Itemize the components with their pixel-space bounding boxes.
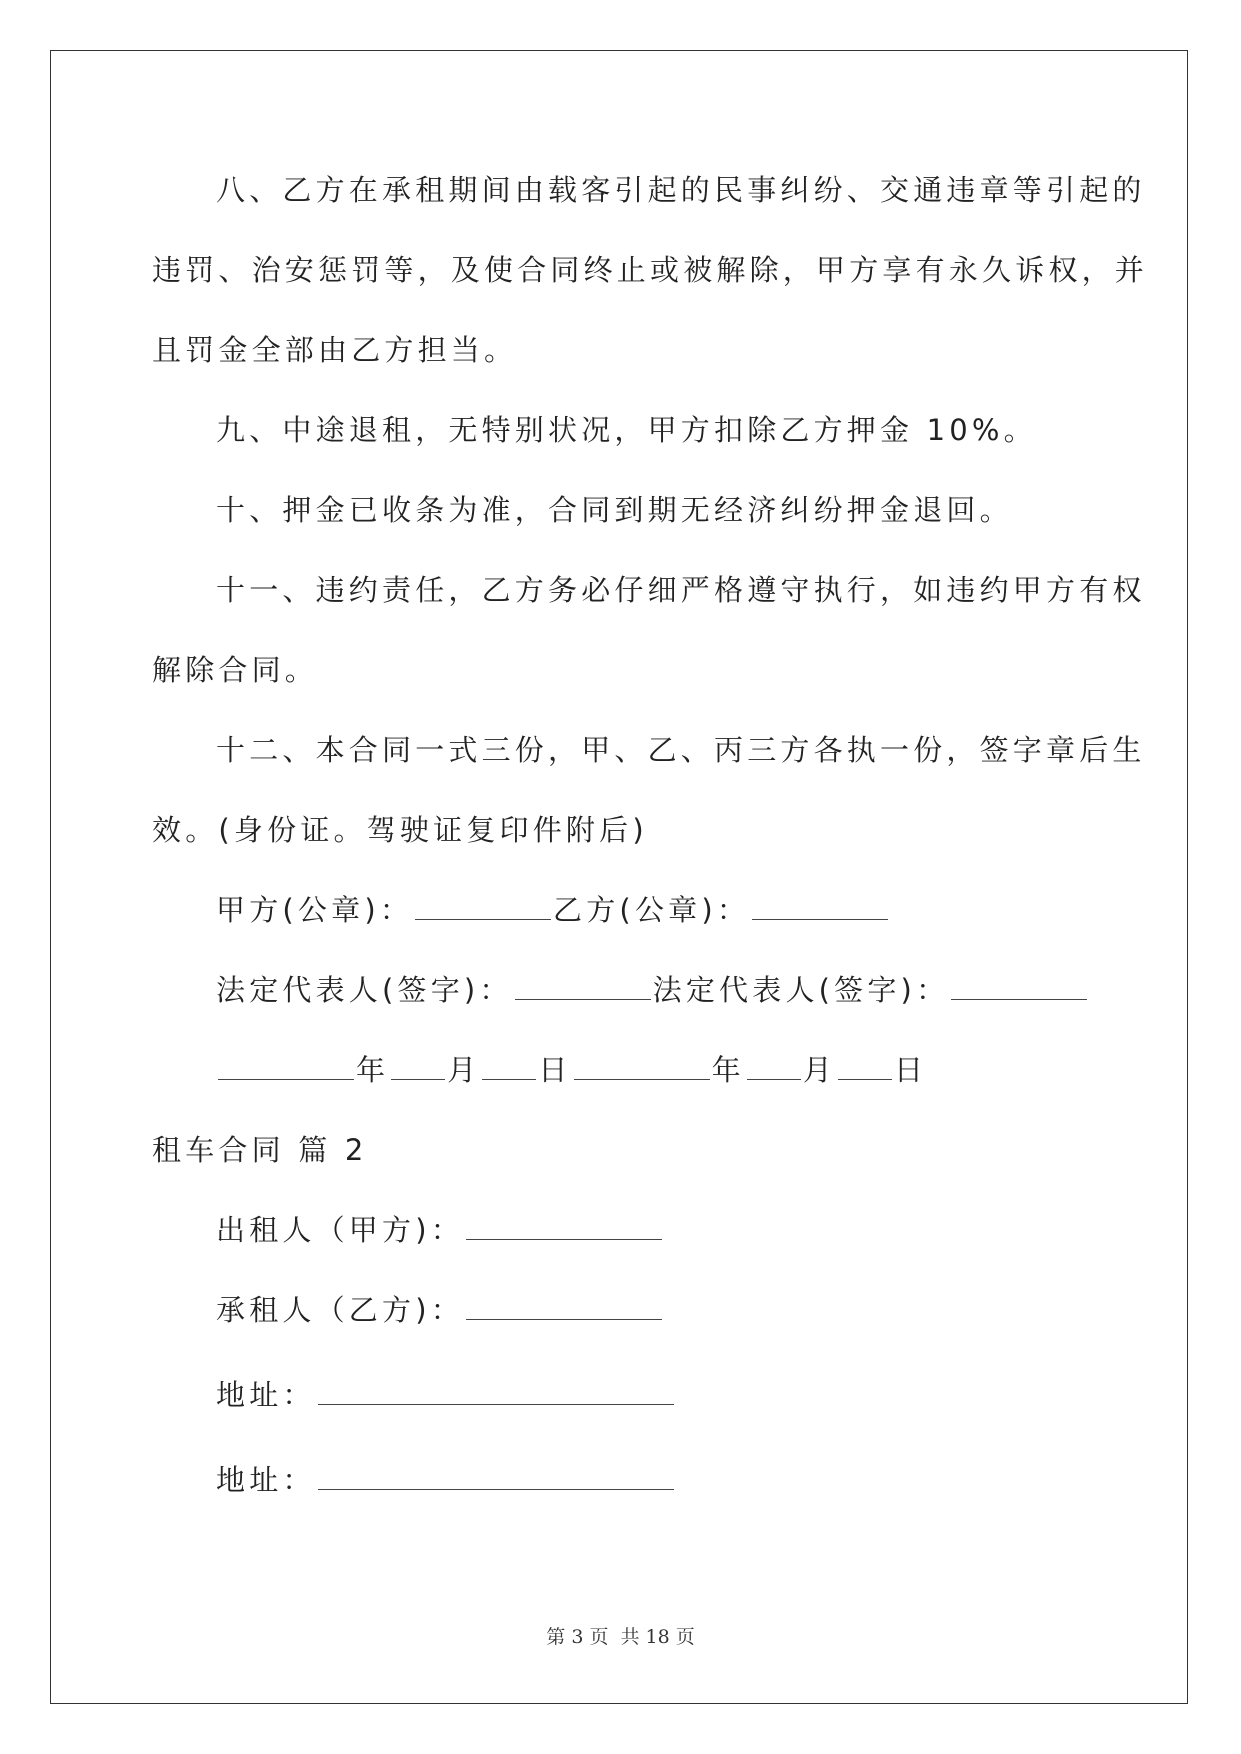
paragraph-8-line-1: 八、乙方在承租期间由载客引起的民事纠纷、交通违章等引起的 <box>216 173 1146 207</box>
month-a-blank[interactable] <box>391 1053 445 1080</box>
section-2-heading: 租车合同 篇 2 <box>152 1133 368 1167</box>
page-border <box>50 50 1188 1704</box>
month-b-blank[interactable] <box>747 1053 801 1080</box>
seal-line <box>216 890 890 930</box>
month-a-label: 月 <box>447 1053 481 1087</box>
year-a-label: 年 <box>356 1053 390 1087</box>
party-a-seal-label: 甲方(公章)： <box>216 893 414 927</box>
paragraph-11-line-1: 十一、违约责任，乙方务必仔细严格遵守执行，如违约甲方有权 <box>216 573 1146 607</box>
lessee-label: 承租人（乙方)： <box>216 1293 464 1327</box>
party-a-seal-blank[interactable] <box>415 893 551 920</box>
rep-a-label: 法定代表人(签字)： <box>216 973 513 1007</box>
page-total: 共 18 页 <box>620 1626 695 1648</box>
paragraph-10: 十、押金已收条为准，合同到期无经济纠纷押金退回。 <box>216 493 1013 527</box>
lessor-blank[interactable] <box>466 1213 662 1240</box>
party-b-seal-label: 乙方(公章)： <box>553 893 751 927</box>
lessee-line <box>216 1290 664 1330</box>
paragraph-8-line-3: 且罚金全部由乙方担当。 <box>152 333 518 367</box>
rep-a-blank[interactable] <box>515 973 651 1000</box>
representative-line <box>216 970 1089 1010</box>
day-b-blank[interactable] <box>838 1053 892 1080</box>
date-line <box>216 1050 927 1090</box>
paragraph-12-line-2: 效。(身份证。驾驶证复印件附后) <box>152 813 648 847</box>
page-footer <box>0 1622 1241 1649</box>
paragraph-9: 九、中途退租，无特别状况，甲方扣除乙方押金 10%。 <box>216 413 1037 447</box>
address-2-blank[interactable] <box>318 1463 674 1490</box>
day-a-label: 日 <box>538 1053 572 1087</box>
page-number: 第 3 页 <box>546 1626 609 1648</box>
year-a-blank[interactable] <box>218 1053 354 1080</box>
address-1-label: 地址： <box>216 1378 316 1412</box>
rep-b-label: 法定代表人(签字)： <box>652 973 950 1007</box>
address-1-blank[interactable] <box>318 1378 674 1405</box>
party-b-seal-blank[interactable] <box>752 893 888 920</box>
lessor-label: 出租人（甲方)： <box>216 1213 464 1247</box>
year-b-label: 年 <box>711 1053 745 1087</box>
rep-b-blank[interactable] <box>951 973 1087 1000</box>
address-2-label: 地址： <box>216 1463 316 1497</box>
day-a-blank[interactable] <box>482 1053 536 1080</box>
month-b-label: 月 <box>802 1053 837 1087</box>
address-line-2 <box>216 1460 676 1500</box>
address-line-1 <box>216 1375 676 1415</box>
day-b-label: 日 <box>894 1053 928 1087</box>
paragraph-11-line-2: 解除合同。 <box>152 653 319 687</box>
lessor-line <box>216 1210 664 1250</box>
paragraph-12-line-1: 十二、本合同一式三份，甲、乙、丙三方各执一份，签字章后生 <box>216 733 1146 767</box>
paragraph-8-line-2: 违罚、治安惩罚等，及使合同终止或被解除，甲方享有永久诉权，并 <box>152 253 1149 287</box>
year-b-blank[interactable] <box>574 1053 710 1080</box>
lessee-blank[interactable] <box>466 1293 662 1320</box>
